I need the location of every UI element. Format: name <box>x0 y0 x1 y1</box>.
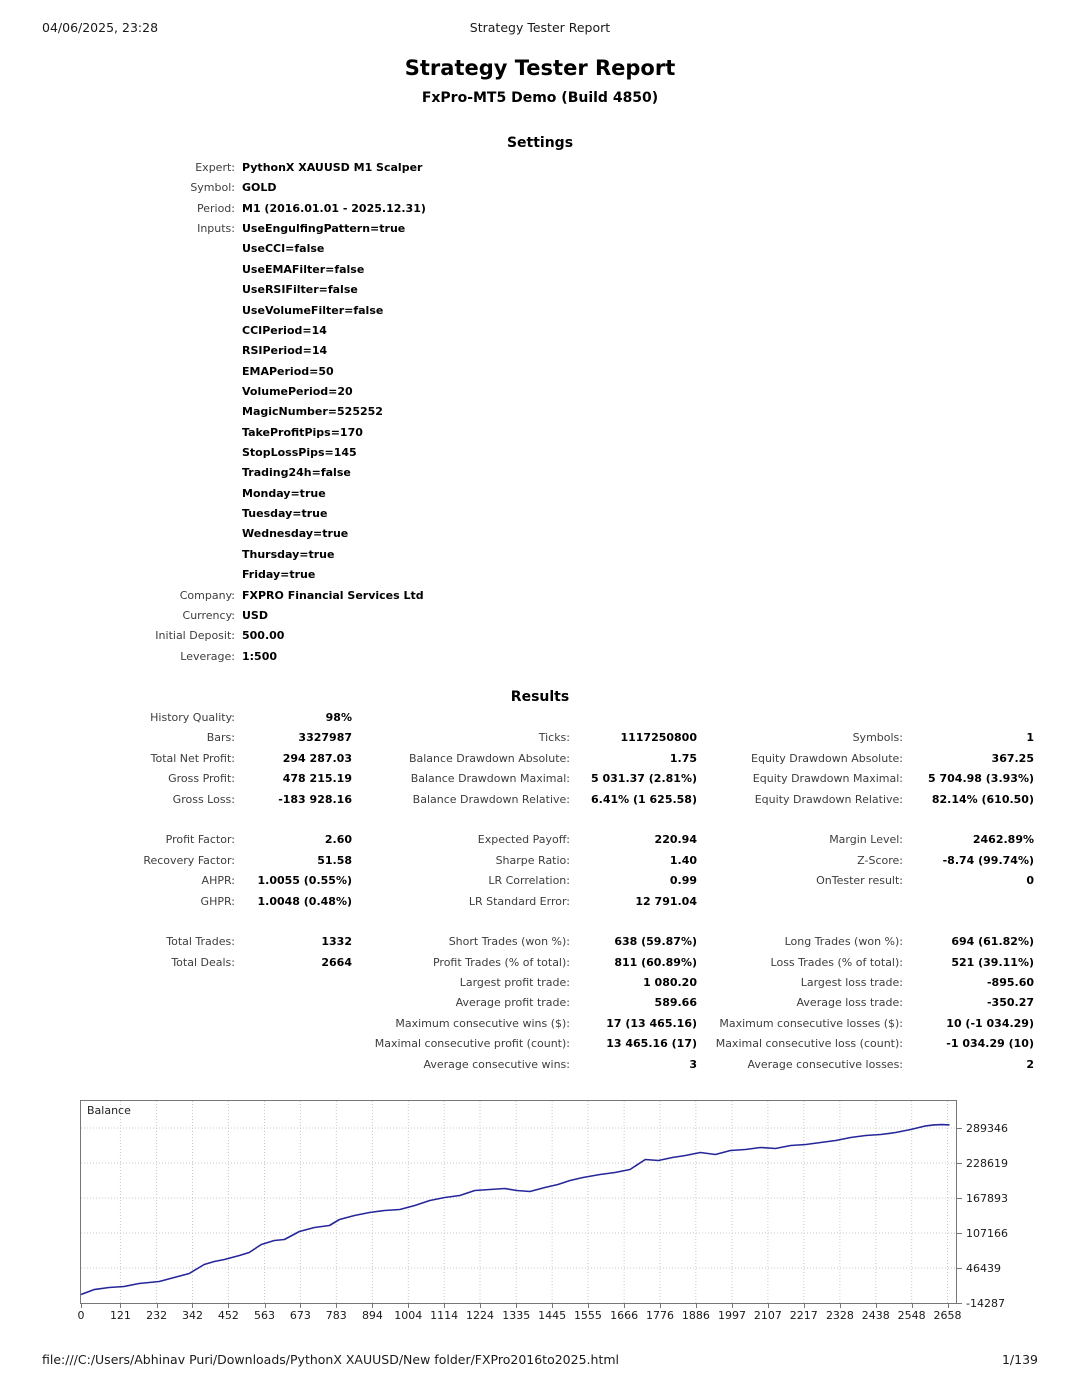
x-axis-label: 1886 <box>681 1309 710 1322</box>
results-value: 2664 <box>321 955 352 969</box>
x-axis-tick <box>696 1304 697 1308</box>
results-label: Balance Drawdown Maximal: <box>410 772 570 786</box>
settings-label <box>0 443 235 463</box>
x-axis-tick <box>876 1304 877 1308</box>
settings-value: UseVolumeFilter=false <box>242 303 384 317</box>
x-axis-label: 1224 <box>466 1309 495 1322</box>
x-axis-label: 1776 <box>645 1309 674 1322</box>
y-axis-label: 107166 <box>966 1226 1008 1240</box>
settings-label <box>0 565 235 585</box>
results-value <box>235 973 352 993</box>
settings-label <box>0 545 235 565</box>
settings-value: Trading24h=false <box>242 466 351 480</box>
y-axis-tick <box>957 1198 962 1199</box>
results-value: 3 <box>689 1057 697 1071</box>
settings-label <box>0 321 235 341</box>
results-value: 13 465.16 (17) <box>606 1037 697 1051</box>
settings-label <box>0 341 235 361</box>
results-value: 478 215.19 <box>282 772 352 786</box>
y-axis-tick <box>957 1303 962 1304</box>
settings-label <box>0 463 235 483</box>
y-axis-label: 46439 <box>966 1261 1001 1275</box>
results-value: 1117250800 <box>620 731 697 745</box>
settings-value: M1 (2016.01.01 - 2025.12.31) <box>242 201 426 215</box>
results-value: 5 031.37 (2.81%) <box>591 772 697 786</box>
x-axis-tick <box>408 1304 409 1308</box>
footer-file-url: file:///C:/Users/Abhinav Puri/Downloads/PythonX XAUUSD/New folder/FXPro2016to2025.html <box>42 1352 619 1367</box>
x-axis-tick <box>265 1304 266 1308</box>
settings-label <box>0 382 235 402</box>
results-label: LR Standard Error: <box>468 894 570 908</box>
x-axis-label: 563 <box>254 1309 276 1322</box>
results-label: Loss Trades (% of total): <box>770 955 903 969</box>
results-label: History Quality: <box>150 711 235 724</box>
x-axis-label: 1335 <box>502 1309 531 1322</box>
x-axis-label: 783 <box>325 1309 347 1322</box>
results-label: Short Trades (won %): <box>448 935 570 949</box>
settings-label: Leverage: <box>180 649 235 663</box>
settings-value: UseCCI=false <box>242 242 325 256</box>
results-gap <box>0 912 1034 932</box>
x-axis-tick <box>372 1304 373 1308</box>
results-value: -350.27 <box>986 996 1034 1010</box>
results-label: Average profit trade: <box>455 996 570 1010</box>
results-label: Balance Drawdown Absolute: <box>408 751 570 765</box>
x-axis-tick <box>192 1304 193 1308</box>
results-value <box>570 708 697 728</box>
results-value: 1 080.20 <box>643 976 697 990</box>
y-axis-tick <box>957 1233 962 1234</box>
results-value: 1.0048 (0.48%) <box>257 894 352 908</box>
results-value: 1.40 <box>669 853 697 867</box>
x-axis-tick <box>120 1304 121 1308</box>
results-label: Long Trades (won %): <box>784 935 903 949</box>
x-axis-label: 2328 <box>825 1309 854 1322</box>
balance-chart-plot-area <box>80 1100 957 1304</box>
results-label <box>0 1055 235 1075</box>
results-label: Average consecutive losses: <box>747 1057 903 1071</box>
x-axis-label: 673 <box>289 1309 311 1322</box>
x-axis-label: 1666 <box>610 1309 639 1322</box>
x-axis-tick <box>157 1304 158 1308</box>
x-axis-label: 2548 <box>897 1309 926 1322</box>
results-value: 51.58 <box>317 853 352 867</box>
results-label: Equity Drawdown Relative: <box>754 792 903 806</box>
results-value: 638 (59.87%) <box>614 935 697 949</box>
x-axis-tick <box>732 1304 733 1308</box>
balance-line-svg <box>81 1101 956 1303</box>
settings-label <box>0 239 235 259</box>
settings-heading: Settings <box>506 135 574 151</box>
x-axis-label: 232 <box>146 1309 168 1322</box>
results-heading: Results <box>510 689 570 705</box>
x-axis-tick <box>516 1304 517 1308</box>
results-label: Sharpe Ratio: <box>495 853 570 867</box>
results-gap <box>0 810 1034 830</box>
chart-legend-balance: Balance <box>87 1104 131 1117</box>
x-axis-tick <box>552 1304 553 1308</box>
x-axis-label: 2217 <box>789 1309 818 1322</box>
results-label: Maximum consecutive losses ($): <box>719 1016 903 1030</box>
results-label: Total Trades: <box>166 935 235 949</box>
results-label: Largest loss trade: <box>800 976 903 990</box>
results-value: -1 034.29 (10) <box>946 1037 1034 1051</box>
results-value: 82.14% (610.50) <box>931 792 1034 806</box>
x-axis-label: 1445 <box>538 1309 567 1322</box>
settings-label: Currency: <box>182 608 235 622</box>
results-value: 367.25 <box>991 751 1034 765</box>
results-value: 2462.89% <box>972 833 1034 847</box>
settings-label <box>0 301 235 321</box>
settings-value: TakeProfitPips=170 <box>242 425 363 439</box>
report-subtitle: FxPro-MT5 Demo (Build 4850) <box>421 90 659 106</box>
settings-label <box>0 362 235 382</box>
results-label: Largest profit trade: <box>459 976 570 990</box>
settings-label <box>0 280 235 300</box>
x-axis-label: 121 <box>109 1309 131 1322</box>
x-axis-tick <box>912 1304 913 1308</box>
settings-value: FXPRO Financial Services Ltd <box>242 588 424 602</box>
x-axis-label: 2107 <box>753 1309 782 1322</box>
results-value: 589.66 <box>654 996 697 1010</box>
y-axis-tick <box>957 1268 962 1269</box>
results-label <box>352 708 570 728</box>
results-label: Expected Payoff: <box>477 833 570 847</box>
results-value: 811 (60.89%) <box>614 955 697 969</box>
settings-value: PythonX XAUUSD M1 Scalper <box>242 161 423 174</box>
settings-value: RSIPeriod=14 <box>242 344 328 358</box>
settings-value: UseEMAFilter=false <box>242 262 365 276</box>
settings-label <box>0 504 235 524</box>
settings-value: Monday=true <box>242 486 326 500</box>
settings-label: Expert: <box>195 161 235 174</box>
results-label: Symbols: <box>852 731 903 745</box>
results-label: LR Correlation: <box>488 874 570 888</box>
results-label <box>697 708 903 728</box>
results-label: Profit Trades (% of total): <box>432 955 570 969</box>
results-value: -183 928.16 <box>278 792 352 806</box>
results-value <box>235 1055 352 1075</box>
results-value: 1.0055 (0.55%) <box>257 874 352 888</box>
settings-label: Symbol: <box>190 181 235 195</box>
x-axis-tick <box>336 1304 337 1308</box>
settings-table <box>0 158 995 667</box>
results-label: Z-Score: <box>857 853 903 867</box>
results-label: Equity Drawdown Maximal: <box>752 772 903 786</box>
settings-value: UseRSIFilter=false <box>242 283 358 297</box>
results-table <box>0 708 1034 1075</box>
results-label: Ticks: <box>538 731 570 745</box>
results-label <box>0 973 235 993</box>
results-value: 294 287.03 <box>282 751 352 765</box>
balance-chart <box>77 1100 1080 1350</box>
results-label: Average loss trade: <box>796 996 903 1010</box>
settings-value: UseEngulfingPattern=true <box>242 222 406 236</box>
settings-value: Wednesday=true <box>242 527 349 541</box>
results-value: 0.99 <box>669 874 697 888</box>
results-value: 17 (13 465.16) <box>606 1016 697 1030</box>
report-title: Strategy Tester Report <box>404 56 676 80</box>
results-label: Margin Level: <box>829 833 903 847</box>
y-axis-label: 167893 <box>966 1191 1008 1205</box>
x-axis-tick <box>840 1304 841 1308</box>
x-axis-tick <box>624 1304 625 1308</box>
x-axis-label: 1997 <box>718 1309 747 1322</box>
y-axis-tick <box>957 1128 962 1129</box>
results-value: 1332 <box>321 935 352 949</box>
settings-label <box>0 524 235 544</box>
results-value: 521 (39.11%) <box>951 955 1034 969</box>
x-axis-label: 0 <box>77 1309 85 1322</box>
results-value: 694 (61.82%) <box>951 935 1034 949</box>
y-axis-tick <box>957 1163 962 1164</box>
print-footer <box>42 1352 1038 1367</box>
settings-value: 1:500 <box>242 649 278 663</box>
results-value: 10 (-1 034.29) <box>946 1016 1034 1030</box>
results-value: 1.75 <box>669 751 697 765</box>
settings-value: CCIPeriod=14 <box>242 323 327 337</box>
results-value: 12 791.04 <box>635 894 697 908</box>
x-axis-label: 2438 <box>861 1309 890 1322</box>
results-label: Gross Profit: <box>168 772 235 786</box>
results-value <box>235 1034 352 1054</box>
results-value: 1 <box>1026 731 1034 745</box>
settings-label: Period: <box>196 201 235 215</box>
results-label: Profit Factor: <box>165 833 235 847</box>
x-axis-tick <box>660 1304 661 1308</box>
x-axis-tick <box>300 1304 301 1308</box>
results-label: Recovery Factor: <box>143 853 235 867</box>
settings-label: Inputs: <box>197 222 235 236</box>
results-label: Maximal consecutive loss (count): <box>715 1037 903 1051</box>
x-axis-label: 452 <box>217 1309 239 1322</box>
settings-label <box>0 260 235 280</box>
results-value <box>235 1014 352 1034</box>
settings-value: USD <box>242 608 268 622</box>
balance-line <box>81 1125 950 1295</box>
x-axis-tick <box>948 1304 949 1308</box>
settings-value: GOLD <box>242 181 277 195</box>
results-value <box>903 892 1034 912</box>
results-value: -8.74 (99.74%) <box>942 853 1034 867</box>
x-axis-label: 1555 <box>573 1309 602 1322</box>
x-axis-label: 2658 <box>933 1309 962 1322</box>
settings-value: VolumePeriod=20 <box>242 384 353 398</box>
settings-label: Company: <box>179 588 235 602</box>
results-value <box>903 708 1034 728</box>
x-axis-tick <box>228 1304 229 1308</box>
settings-label <box>0 484 235 504</box>
results-value <box>235 993 352 1013</box>
results-value: 3327987 <box>298 731 352 745</box>
results-value: 2.60 <box>324 833 352 847</box>
x-axis-tick <box>444 1304 445 1308</box>
settings-value: MagicNumber=525252 <box>242 405 383 419</box>
results-label: GHPR: <box>200 894 235 908</box>
results-value: 0 <box>1026 874 1034 888</box>
settings-value: Friday=true <box>242 568 316 582</box>
settings-value: Thursday=true <box>242 547 335 561</box>
settings-label: Initial Deposit: <box>155 629 235 643</box>
results-label: AHPR: <box>201 874 235 888</box>
results-value: 6.41% (1 625.58) <box>591 792 697 806</box>
results-label <box>697 892 903 912</box>
results-label: Equity Drawdown Absolute: <box>751 751 903 765</box>
results-label: Total Deals: <box>171 955 235 969</box>
results-value: 5 704.98 (3.93%) <box>928 772 1034 786</box>
x-axis-label: 894 <box>361 1309 383 1322</box>
settings-value: Tuesday=true <box>242 507 328 521</box>
settings-value: EMAPeriod=50 <box>242 364 334 378</box>
footer-page-number: 1/139 <box>1001 1352 1038 1367</box>
results-label <box>0 993 235 1013</box>
results-label: Gross Loss: <box>172 792 235 806</box>
y-axis-label: 228619 <box>966 1156 1008 1170</box>
results-label: OnTester result: <box>816 874 903 888</box>
y-axis-label: 289346 <box>966 1121 1008 1135</box>
x-axis-tick <box>81 1304 82 1308</box>
x-axis-tick <box>768 1304 769 1308</box>
x-axis-label: 1114 <box>430 1309 459 1322</box>
x-axis-tick <box>804 1304 805 1308</box>
print-datetime: 04/06/2025, 23:28 <box>42 20 159 35</box>
results-label: Average consecutive wins: <box>423 1057 570 1071</box>
settings-label <box>0 402 235 422</box>
results-label: Maximum consecutive wins ($): <box>395 1016 570 1030</box>
settings-value: 500.00 <box>242 629 285 643</box>
results-value: 98% <box>325 711 352 724</box>
results-value: -895.60 <box>986 976 1034 990</box>
x-axis-label: 342 <box>181 1309 203 1322</box>
results-label: Bars: <box>206 731 235 745</box>
results-label <box>0 1034 235 1054</box>
x-axis-tick <box>480 1304 481 1308</box>
x-axis-label: 1004 <box>394 1309 423 1322</box>
results-label: Balance Drawdown Relative: <box>412 792 570 806</box>
results-label: Total Net Profit: <box>150 751 235 765</box>
results-label: Maximal consecutive profit (count): <box>374 1037 570 1051</box>
settings-label <box>0 423 235 443</box>
settings-value: StopLossPips=145 <box>242 446 357 460</box>
x-axis-tick <box>588 1304 589 1308</box>
results-value: 2 <box>1026 1057 1034 1071</box>
y-axis-label: -14287 <box>966 1297 1005 1310</box>
results-value: 220.94 <box>654 833 697 847</box>
print-doc-title: Strategy Tester Report <box>469 20 611 35</box>
results-label <box>0 1014 235 1034</box>
